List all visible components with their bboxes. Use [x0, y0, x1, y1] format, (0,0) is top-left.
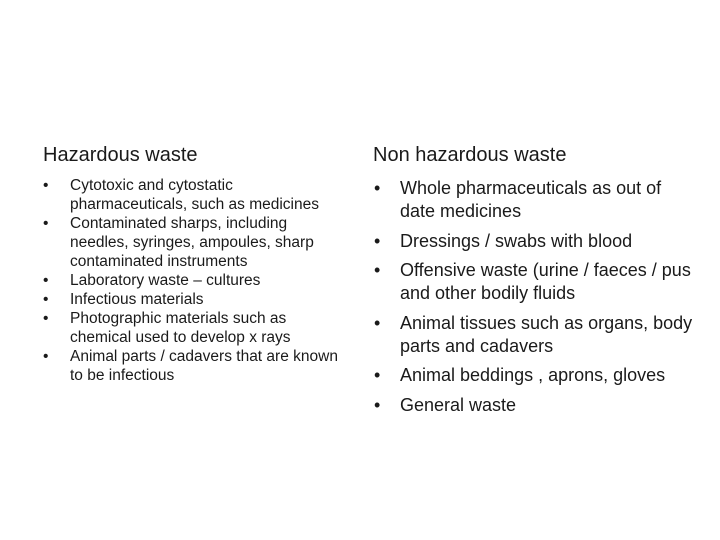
hazardous-heading: Hazardous waste	[43, 144, 198, 166]
list-item	[43, 214, 339, 271]
list-item	[373, 230, 693, 253]
bullet-icon: •	[374, 394, 381, 415]
bullet-icon: •	[43, 291, 49, 308]
list-item	[373, 364, 693, 387]
list-item-text: Laboratory waste – cultures	[70, 272, 261, 289]
list-item	[43, 290, 339, 309]
bullet-icon: •	[374, 312, 381, 333]
list-item-text: Photographic materials such as chemical used to develop x rays	[70, 310, 291, 346]
list-item	[43, 347, 339, 385]
hazardous-list	[43, 176, 339, 385]
list-item	[373, 259, 693, 305]
list-item	[43, 176, 339, 214]
list-item	[373, 177, 693, 223]
list-item	[43, 271, 339, 290]
list-item-text: Contaminated sharps, including needles, syringes, ampoules, sharp contaminated instruments	[70, 215, 314, 270]
bullet-icon: •	[43, 348, 49, 365]
list-item-text: Cytotoxic and cytostatic pharmaceuticals, such as medicines	[70, 177, 319, 213]
bullet-icon: •	[43, 310, 49, 327]
list-item-text: Infectious materials	[70, 291, 204, 308]
non-hazardous-list	[373, 177, 693, 423]
bullet-icon: •	[374, 178, 381, 198]
bullet-icon: •	[374, 365, 381, 385]
bullet-icon: •	[43, 215, 49, 232]
list-item-text: Whole pharmaceuticals as out of date medicines	[400, 178, 662, 221]
list-item-text: Offensive waste (urine / faeces / pus and other bodily fluids	[400, 260, 691, 303]
list-item-text: Animal parts / cadavers that are known to be infectious	[70, 348, 338, 384]
bullet-icon: •	[43, 177, 49, 194]
list-item	[373, 394, 693, 417]
bullet-icon: •	[374, 230, 381, 251]
list-item-text: General waste	[400, 394, 517, 415]
list-item	[43, 309, 339, 347]
list-item-text: Animal beddings , aprons, gloves	[400, 365, 666, 385]
bullet-icon: •	[43, 272, 49, 289]
bullet-icon: •	[374, 260, 381, 280]
list-item-text: Animal tissues such as organs, body parts and cadavers	[400, 312, 693, 356]
list-item	[373, 312, 693, 358]
non-hazardous-heading: Non hazardous waste	[373, 144, 567, 166]
list-item-text: Dressings / swabs with blood	[400, 230, 633, 251]
